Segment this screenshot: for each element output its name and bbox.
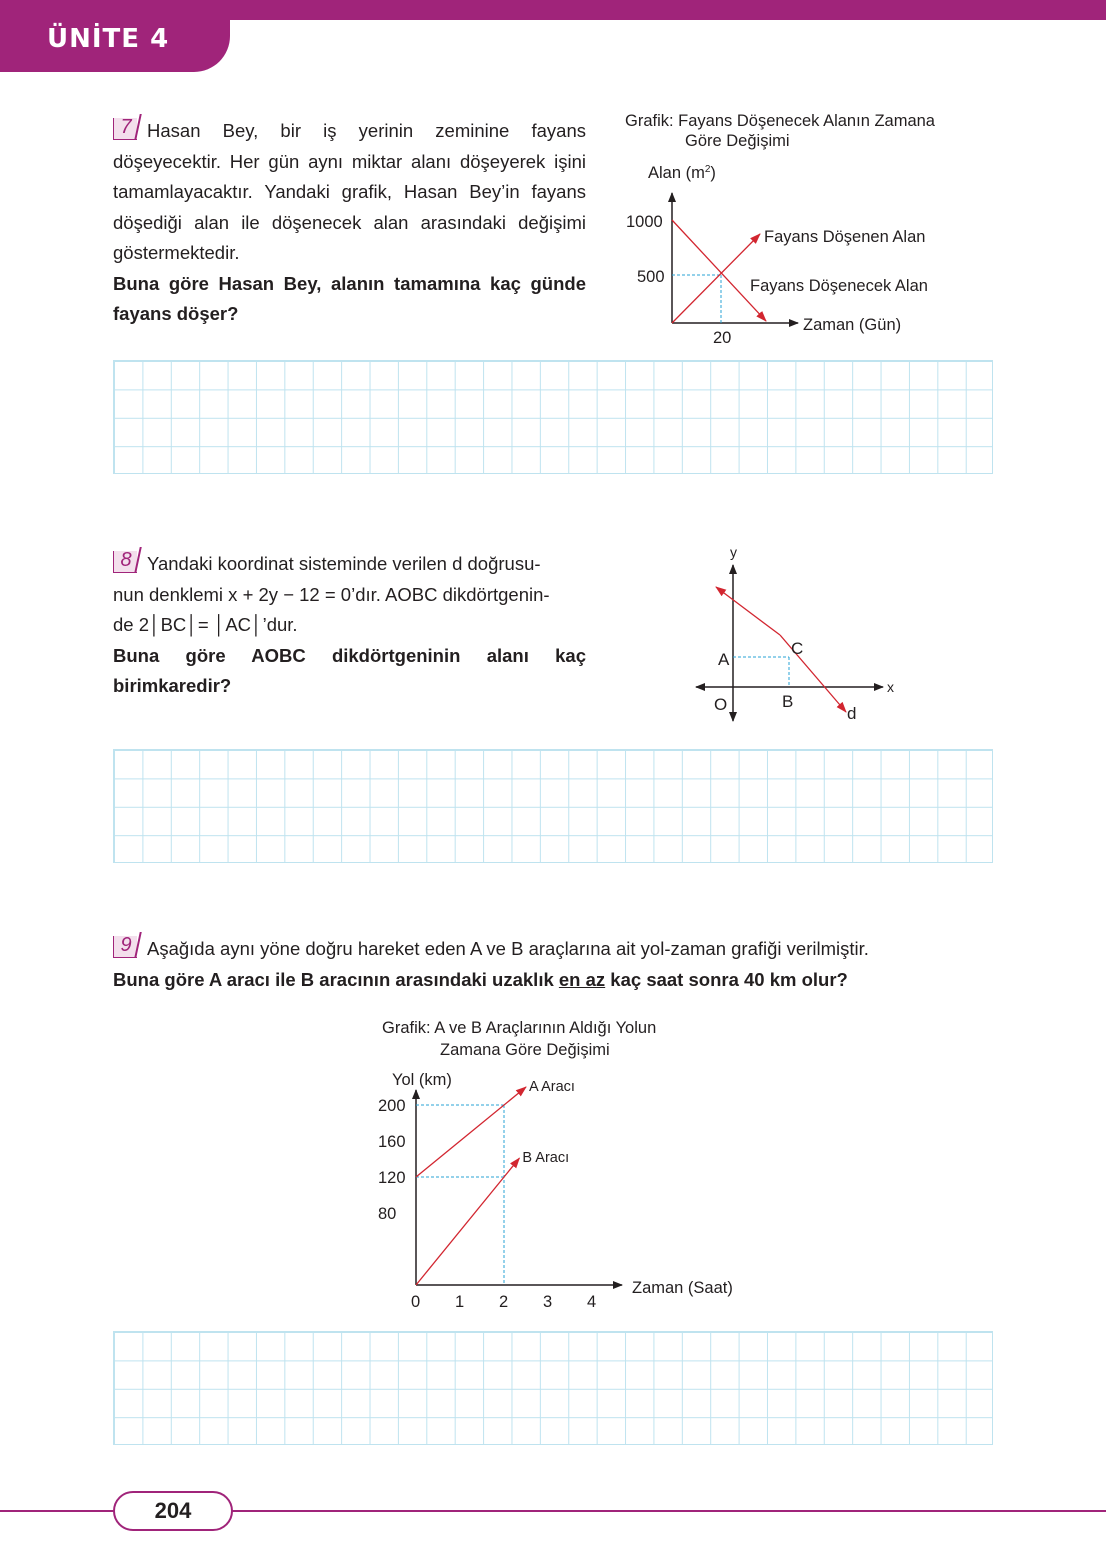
question-8-line2: nun denklemi x + 2y − 12 = 0’dır. AOBC dikdörtgenin- [113, 583, 550, 605]
label-y: y [730, 544, 737, 560]
question-8-prompt: Buna göre AOBC dikdörtgeninin alanı kaç birimkaredir? [113, 644, 586, 696]
question-number-8: 8 [113, 549, 141, 573]
footer-line-left [0, 1510, 115, 1512]
y-tick-80: 80 [378, 1205, 397, 1223]
question-9-text: Aşağıda aynı yöne doğru hareket eden A ve B araçlarına ait yol-zaman grafiği verilmiştir. [147, 938, 869, 959]
chart-fayans [600, 105, 1000, 355]
label-dosenen: Fayans Döşenen Alan [764, 228, 926, 246]
chart-title-line2: Göre Değişimi [685, 132, 790, 150]
line-dosenecek [672, 220, 766, 321]
line-a-araci [416, 1087, 526, 1177]
footer-line-right [232, 1510, 1106, 1512]
question-number-9: 9 [113, 934, 141, 958]
label-b-araci: B Aracı [522, 1150, 570, 1167]
coordinate-diagram [680, 535, 920, 735]
tick-500: 500 [637, 268, 665, 286]
answer-grid-7[interactable] [113, 360, 993, 474]
chart9-y-label: Yol (km) [392, 1071, 452, 1089]
line-dosenen [672, 234, 760, 323]
label-A: A [718, 650, 730, 669]
tick-1000: 1000 [626, 213, 663, 231]
y-axis-label: Alan $(m^2)$ [648, 164, 716, 182]
y-tick-200: 200 [378, 1097, 406, 1115]
question-9-prompt: Buna göre A aracı ile B aracının arasındaki uzaklık en az kaç saat sonra 40 km olur? [113, 968, 848, 990]
chart9-title-line2: Zamana Göre Değişimi [440, 1041, 610, 1059]
label-x: x [887, 679, 894, 695]
label-a-araci: A Aracı [529, 1079, 575, 1095]
question-7 [113, 116, 586, 330]
y-tick-160: 160 [378, 1133, 406, 1151]
line-d-up [716, 587, 780, 635]
tick-20: 20 [713, 329, 732, 347]
x-tick-0: 0 [411, 1293, 421, 1311]
chart-araclar [370, 1010, 770, 1315]
label-O: O [714, 695, 728, 714]
question-8-line1: Yandaki koordinat sisteminde verilen d doğrusu- [147, 553, 541, 574]
question-8-line3: de 2│BC│= │AC│’dur. [113, 614, 298, 635]
question-7-text: Hasan Bey, bir iş yerinin zeminine fayans döşeyecektir. Her gün aynı miktar alanı döşeyerek işini tamamlayacaktır. Yandaki grafik, Hasan Bey’in fayans döşediği alan ile döşenecek alan arasındaki değişimi göstermektedir. [113, 120, 586, 263]
label-B: B [782, 692, 794, 711]
x-tick-2: 2 [499, 1293, 509, 1311]
label-d: d [847, 704, 857, 723]
answer-grid-8[interactable] [113, 749, 993, 863]
question-7-prompt: Buna göre Hasan Bey, alanın tamamına kaç günde fayans döşer? [113, 272, 586, 324]
label-C: C [791, 639, 804, 658]
answer-grid-9[interactable] [113, 1331, 993, 1445]
x-axis-label: Zaman (Gün) [803, 316, 902, 334]
chart9-x-label: Zaman (Saat) [632, 1279, 733, 1297]
question-number-7: 7 [113, 116, 141, 140]
chart-title-line1: Grafik: Fayans Döşenecek Alanın Zamana [625, 112, 935, 130]
chart9-dynamic [378, 1079, 596, 1311]
unit-label: ÜNİTE 4 [47, 24, 170, 54]
chart9-title-line1: Grafik: A ve B Araçlarının Aldığı Yolun [382, 1019, 657, 1037]
y-tick-120: 120 [378, 1169, 406, 1187]
question-9 [113, 934, 993, 995]
question-8 [113, 549, 586, 702]
x-tick-4: 4 [587, 1293, 597, 1311]
x-tick-1: 1 [455, 1293, 465, 1311]
page-number: 204 [154, 1498, 192, 1523]
x-tick-3: 3 [543, 1293, 553, 1311]
label-dosenecek: Fayans Döşenecek Alan [750, 277, 928, 295]
